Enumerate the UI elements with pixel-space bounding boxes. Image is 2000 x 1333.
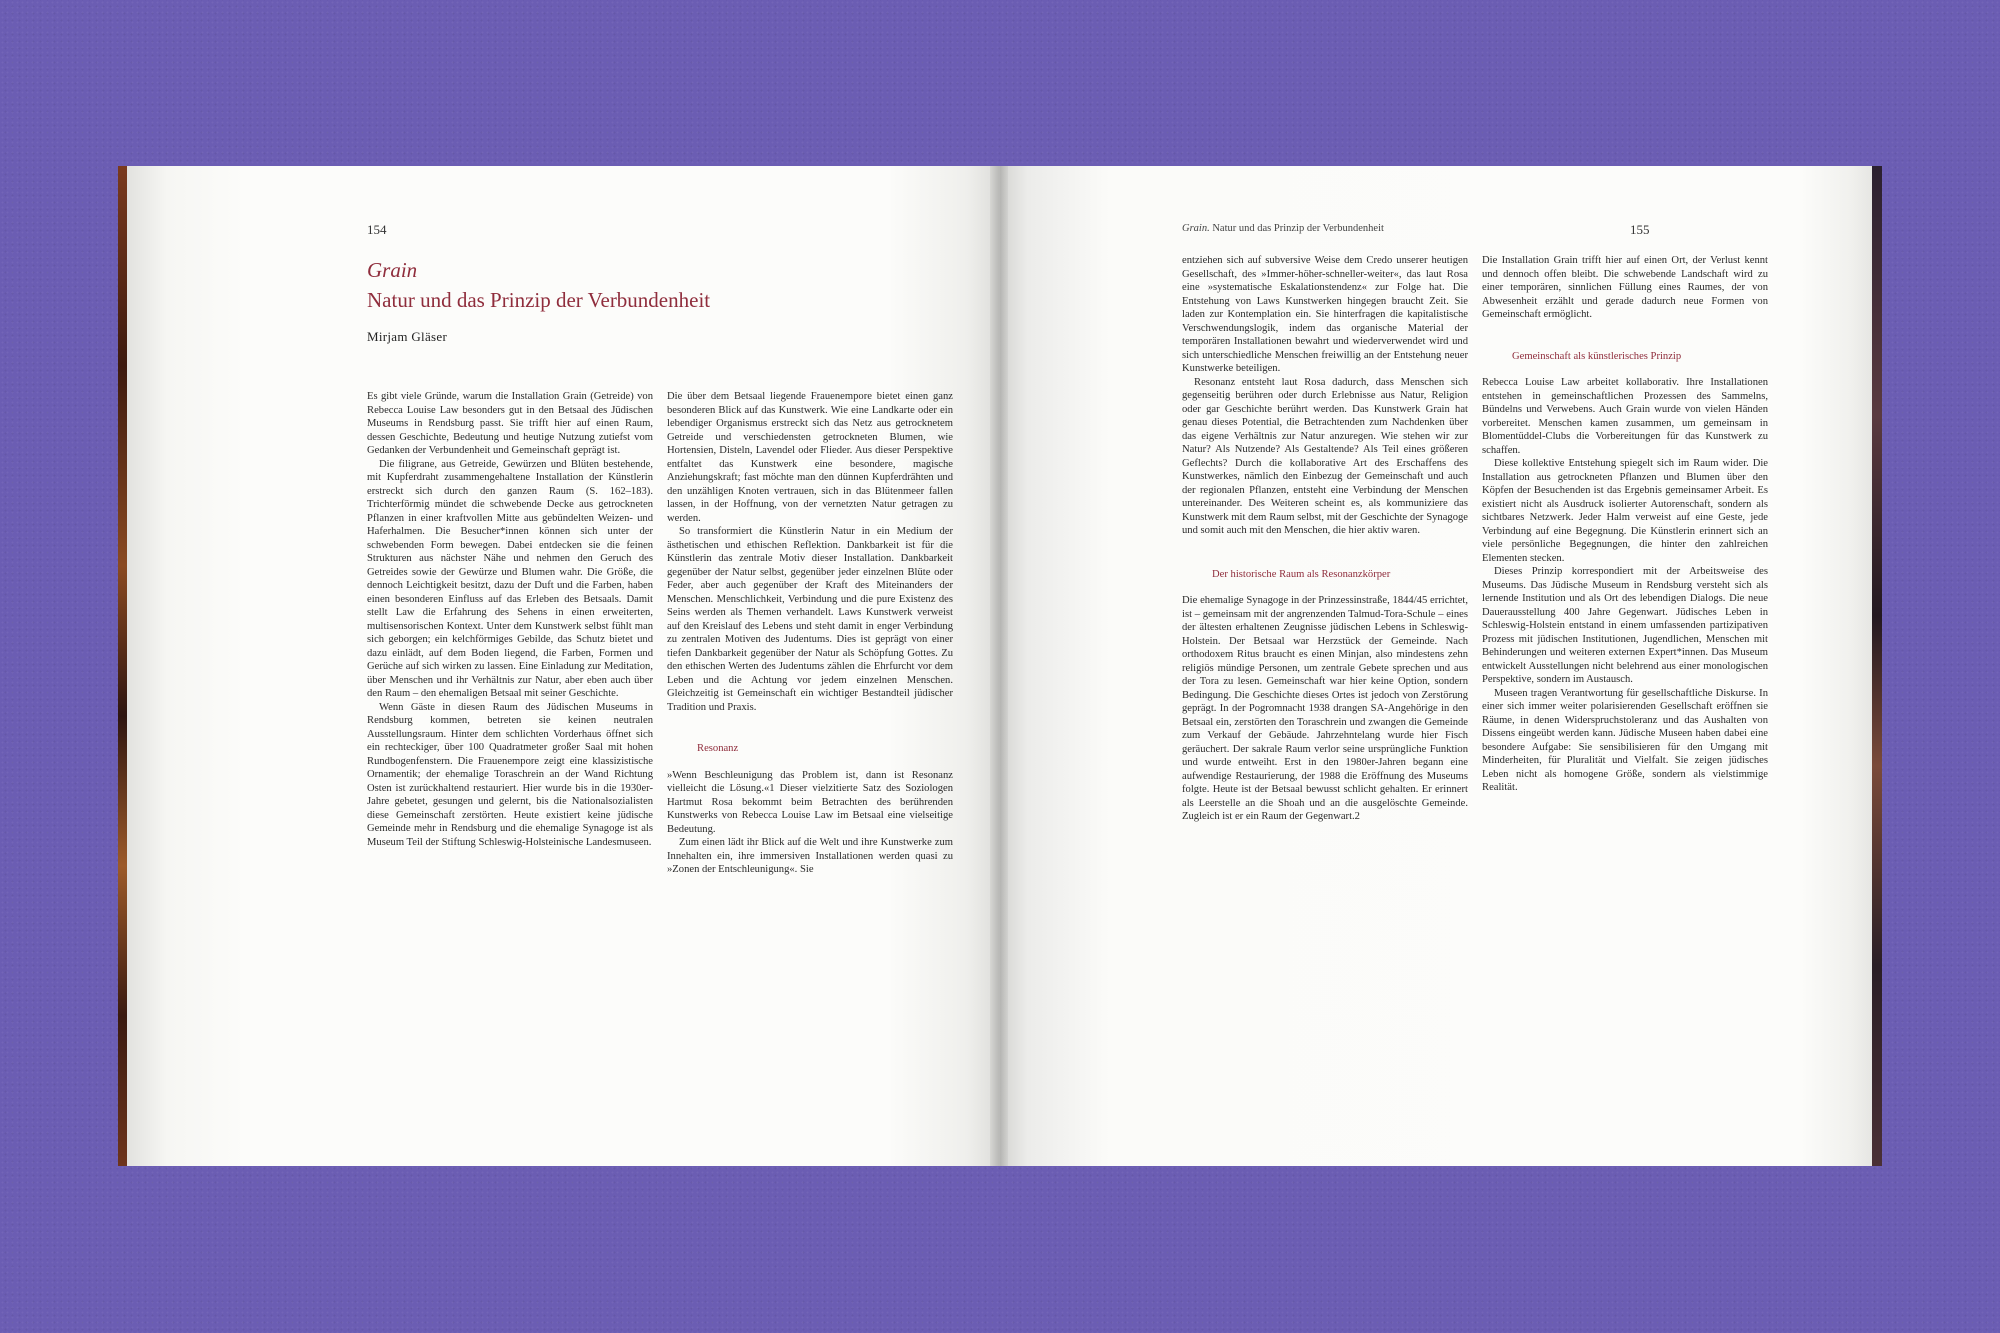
paragraph: Resonanz entsteht laut Rosa dadurch, dass Menschen sich gegenseitig berühren oder durch Erlebnisse aus Natur, Religion oder gar Geschichte berührt werden. Das Kunstwerk Grain hat genau dieses Potential, die Betrachtenden zum Nachdenken über das eigene Verhältnis zur Natur anzuregen. Wie stehen wir zur Natur? Als Nutzende? Als Gestaltende? Als Teil eines größeren Geflechts? Durch die kollaborative Art des Erschaffens des Kunstwerkes, nämlich den Einbezug der Gemeinschaft und auch der regionalen Pflanzen, entsteht eine Verbindung der Menschen untereinander. Des Weiteren scheint es, als kommuniziere das Kunstwerk mit dem Raum selbst, mit der Geschichte der Synagoge und somit auch mit den Menschen, die hier aktiv waren. <box>1182 376 1468 536</box>
left-column-1 <box>367 390 653 849</box>
page-number-right: 155 <box>1630 222 1650 237</box>
right-page-edge <box>1872 166 1882 1166</box>
right-column-2 <box>1482 254 1768 795</box>
paragraph: entziehen sich auf subversive Weise dem Credo unserer heutigen Gesellschaft, des »Immer-höher-schneller-weiter«, das laut Rosa eine »systematische Eskalationstendenz« zur Folge hat. Die Entstehung von Laws Kunstwerken hingegen braucht Zeit. Sie laden zur Kontemplation ein. Sie hinterfragen die kapitalistische Verschwendungslogik, indem das organische Material der temporären Installationen bewahrt und wiederverwendet wird und sich unterschiedliche Menschen freiwillig an der Entstehung neuer Kunstwerke beteiligen. <box>1182 255 1468 374</box>
paragraph: Rebecca Louise Law arbeitet kollaborativ. Ihre Installationen entstehen in gemeinschaftlichen Prozessen des Sammelns, Bündelns und Verwebens. Auch Grain wurde von vielen Händen vorbereitet. Menschen kamen zusammen, um gemeinsam in Blomentüddel-Clubs die Vorbereitungen für das Kunstwerk zu schaffen. <box>1482 377 1768 456</box>
right-column-1 <box>1182 254 1468 824</box>
running-head-italic: Grain. <box>1182 223 1210 234</box>
running-head <box>1182 223 1384 234</box>
paragraph: »Wenn Beschleunigung das Problem ist, dann ist Resonanz vielleicht die Lösung.«1 Dieser vielzitierte Satz des Soziologen Hartmut Rosa bekommt beim Betrachten des berührenden Kunstwerks von Rebecca Louise Law im Betsaal eine vielseitige Bedeutung. <box>667 769 953 835</box>
section-heading-raum: Der historische Raum als Resonanzkörper <box>1212 568 1391 580</box>
paragraph: Die Installation Grain trifft hier auf einen Ort, der Verlust kennt und dennoch offen bleibt. Die schwebende Landschaft wird zu einer temporären, sinnlichen Füllung eines Raumes, der von Abwesenheit erzählt und gerade dadurch neue Formen von Gemeinschaft ermöglicht. <box>1482 255 1768 320</box>
paragraph: Die filigrane, aus Getreide, Gewürzen und Blüten bestehende, mit Kupferdraht zusammengehaltene Installation der Künstlerin erstreckt sich durch den ganzen Raum (S. 162–183). Trichterförmig mündet die schwebende Decke aus getrockneten Pflanzen in einer kraftvollen Mitte aus gebündelten Weizen- und Haferhalmen. Die Besucher*innen können sich unter der schwebenden Form bewegen. Dabei entdecken sie die feinen Strukturen aus nächster Nähe und nehmen den Geruch des Getreides sowie der Gewürze und Blumen wahr. Die Größe, die dennoch Leichtigkeit besitzt, dazu der Duft und die Farben, haben einen besonderen Einfluss auf das Erleben des Betsaals. Damit stellt Law die Erfahrung des Sehens in einen erweiterten, multisensorischen Kontext. Unter dem Kunstwerk selbst fühlt man sich geborgen; ein kelchförmiges Gebilde, das Schutz bietet und dazu einlädt, auf dem Boden liegend, die Farben, Formen und Gerüche auf sich wirken zu lassen. Eine Einladung zur Meditation, über Menschen und ihr Verhältnis zur Natur, aber eben auch über den Raum – den ehemaligen Betsaal mit seiner Geschichte. <box>367 458 653 699</box>
chapter-title: Natur und das Prinzip der Verbundenheit <box>367 288 711 312</box>
left-column-2 <box>667 390 953 877</box>
section-heading-resonanz: Resonanz <box>697 743 739 754</box>
author-name: Mirjam Gläser <box>367 329 448 344</box>
paragraph: Museen tragen Verantwortung für gesellschaftliche Diskurse. In einer sich immer weiter polarisierenden Gesellschaft eröffnen sie Räume, in denen Widerspruchstoleranz und das Aushalten von Dissens eingeübt werden kann. Jüdische Museen haben dabei eine besondere Aufgabe: Sie sensibilisieren für den Umgang mit Minderheiten, für Pluralität und Vielfalt. Sie zeigen jüdisches Leben nicht als homogene Größe, sondern als vielstimmige Realität. <box>1482 687 1768 793</box>
chapter-title-italic: Grain <box>367 258 418 282</box>
paragraph: Zum einen lädt ihr Blick auf die Welt und ihre Kunstwerke zum Innehalten ein, ihre immersiven Installationen werden quasi zu »Zonen der Entschleunigung«. Sie <box>667 837 953 875</box>
book-gutter <box>990 166 1008 1166</box>
running-head-text: Natur und das Prinzip der Verbundenheit <box>1212 223 1384 234</box>
paragraph: Dieses Prinzip korrespondiert mit der Arbeitsweise des Museums. Das Jüdische Museum in Rendsburg versteht sich als lernende Institution und als Ort des lebendigen Dialogs. Die neue Dauerausstellung 400 Jahre Gegenwart. Jüdisches Leben in Schleswig-Holstein entstand in einem umfassenden partizipativen Prozess mit jüdischen Institutionen, Jugendlichen, Menschen mit Behinderungen und weiteren externen Expert*innen. Das Museum entwickelt Ausstellungen nicht belehrend aus einer monologischen Perspektive, sondern im Austausch. <box>1482 566 1768 685</box>
left-page-edge <box>118 166 127 1166</box>
paragraph: So transformiert die Künstlerin Natur in ein Medium der ästhetischen und ethischen Reflektion. Dankbarkeit ist für die Künstlerin das zentrale Motiv dieser Installation. Dankbarkeit gegenüber der Natur selbst, gegenüber jeder einzelnen Blüte oder Feder, aber auch gegenüber der Kraft des Miteinanders der Menschen. Menschlichkeit, Verbindung und die pure Existenz des Seins werden als Themen verhandelt. Laws Kunstwerk verweist auf den Kreislauf des Lebens und steht damit in enger Verbindung zu zentralen Motiven des Judentums. Dies ist geprägt von einer tiefen Dankbarkeit gegenüber der Natur als Schöpfung Gottes. Zu den ethischen Werten des Judentums zählen die Ehrfurcht vor dem Leben und die Achtung vor jedem einzelnen Menschen. Gleichzeitig ist Gemeinschaft ein wichtiger Bestandteil jüdischer Tradition und Praxis. <box>667 526 953 713</box>
paragraph: Es gibt viele Gründe, warum die Installation Grain (Getreide) von Rebecca Louise Law besonders gut in den Betsaal des Jüdischen Museums in Rendsburg passt. Sie trifft hier auf einen Raum, dessen Geschichte, Bedeutung und heutige Nutzung zutiefst vom Gedanken der Verbundenheit und Gemeinschaft geprägt ist. <box>367 391 653 456</box>
paragraph: Die ehemalige Synagoge in der Prinzessinstraße, 1844/45 errichtet, ist – gemeinsam mit der angrenzenden Talmud-Tora-Schule – eines der ältesten erhaltenen Zeugnisse jüdischen Lebens in Schleswig-Holstein. Der Betsaal war Herzstück der Gemeinde. Nach orthodoxem Ritus braucht es einen Minjan, also mindestens zehn religiös mündige Personen, um zentrale Gebete sprechen und aus der Tora zu lesen. Gemeinschaft war hier keine Option, sondern Bedingung. Die Geschichte dieses Ortes ist jedoch von Zerstörung geprägt. In der Pogromnacht 1938 drangen SA-Angehörige in den Betsaal ein, zerstörten den Toraschrein und zwangen die Gemeinde zum Verkauf der Gebäude. Jahrzehntelang wurde hier Fisch geräuchert. Der sakrale Raum verlor seine ursprüngliche Funktion und wurde entweiht. Erst in den 1980er-Jahren begann eine aufwendige Restaurierung, der 1988 die Eröffnung des Museums folgte. Heute ist der Betsaal bewusst schlicht gehalten. Er erinnert als Leerstelle an die Shoah und an die ausgelöschte Gemeinde. Zugleich ist er ein Raum der Gegenwart.2 <box>1182 595 1468 822</box>
open-book <box>118 166 1882 1166</box>
paragraph: Die über dem Betsaal liegende Frauenempore bietet einen ganz besonderen Blick auf das Kunstwerk. Wie eine Landkarte oder ein lebendiger Organismus erstreckt sich das Netz aus getrocknetem Getreide und verschiedensten getrockneten Blumen, wie Hortensien, Disteln, Lavendel oder Flieder. Aus dieser Perspektive entfaltet das Kunstwerk eine besondere, magische Anziehungskraft; fast möchte man den dünnen Kupferdrähten und den unzähligen Knoten vertrauen, sich in das Blütenmeer fallen lassen, in der Hoffnung, von der vernetzten Natur getragen zu werden. <box>667 391 953 524</box>
section-heading-gemeinschaft: Gemeinschaft als künstlerisches Prinzip <box>1512 350 1682 362</box>
page-number-left: 154 <box>367 222 387 237</box>
right-page <box>1000 166 1872 1166</box>
paragraph: Wenn Gäste in diesen Raum des Jüdischen Museums in Rendsburg kommen, betreten sie keinen neutralen Ausstellungsraum. Hinter dem schlichten Vorderhaus öffnet sich ein rechteckiger, über 100 Quadratmeter großer Saal mit hohen Rundbogenfenstern. Die Frauenempore zeigt eine klassizistische Ornamentik; der ehemalige Toraschrein an der Wand Richtung Osten ist zurückhaltend restauriert. Hier wurde bis in die 1930er-Jahre gebetet, gesungen und gelernt, bis die Nationalsozialisten diese Gemeinschaft zerstörten. Heute existiert keine jüdische Gemeinde mehr in Rendsburg und die ehemalige Synagoge ist als Museum Teil der Stiftung Schleswig-Holsteinische Landesmuseen. <box>367 701 653 848</box>
paragraph: Diese kollektive Entstehung spiegelt sich im Raum wider. Die Installation aus getrockneten Pflanzen und Blumen über den Köpfen der Besuchenden ist das Ergebnis gemeinsamer Arbeit. Es existiert nicht als Ausdruck isolierter Autorenschaft, sondern als sichtbares Netzwerk. Jeder Halm verweist auf eine Geste, jede Verbindung auf eine Begegnung. Die Künstlerin erinnert sich an viele persönliche Begegnungen, die hinter den zahlreichen Elementen stecken. <box>1482 458 1768 564</box>
left-page <box>127 166 1000 1166</box>
